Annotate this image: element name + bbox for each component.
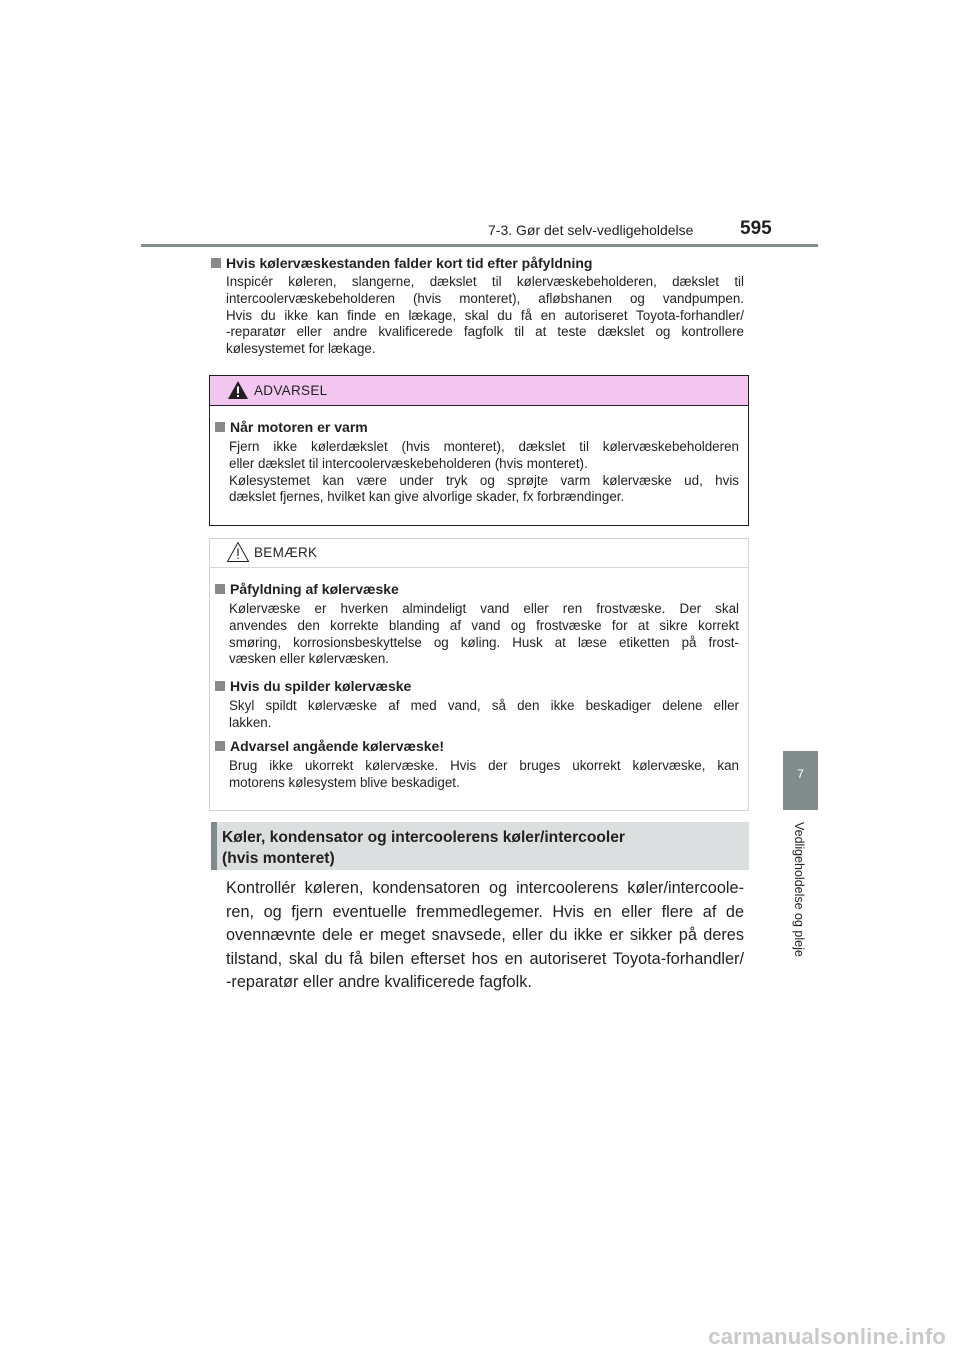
header-rule	[141, 244, 818, 247]
note-item-title: Advarsel angående kølervæske!	[215, 738, 444, 754]
warning-paragraph: Fjern ikke kølerdækslet (hvis monteret), dækslet til kølervæskebeholderen eller dækslet til intercoolervæskebeholderen (hvis monteret). Kølesystemet kan være under tryk og sprøjte varm kølervæske ud, hvis dækslet fjernes, hvilket kan give alvorlige skader, fx forbrændinger.	[229, 439, 739, 505]
note-item-paragraph: Skyl spildt kølervæske af med vand, så den ikke beskadiger delene eller lakken.	[229, 698, 739, 730]
chapter-label: Vedligeholdelse og pleje	[792, 822, 806, 957]
warning-title: Når motoren er varm	[215, 419, 368, 435]
warning-label: ADVARSEL	[254, 383, 328, 398]
warning-header	[210, 376, 748, 406]
note-label: BEMÆRK	[254, 545, 318, 560]
watermark-text: carmanualsonline.info	[708, 1324, 946, 1349]
note-item-paragraph: Brug ikke ukorrekt kølervæske. Hvis der bruges ukorrekt kølervæske, kan motorens kølesystem blive beskadiget.	[229, 758, 739, 790]
note-item-title: Påfyldning af kølervæske	[215, 581, 399, 597]
chapter-tab	[783, 751, 818, 810]
chapter-side-label	[770, 822, 830, 1022]
running-header-section: 7-3. Gør det selv-vedligeholdelse	[488, 222, 694, 238]
square-bullet-icon	[215, 741, 225, 751]
warning-triangle-icon	[227, 380, 249, 400]
section-heading-bar	[211, 822, 749, 870]
section-heading: Køler, kondensator og intercoolerens køler/intercooler (hvis monteret)	[222, 829, 625, 867]
section-heading-accent	[211, 822, 217, 870]
section-paragraph: Kontrollér køleren, kondensatoren og intercoolerens køler/intercoole- ren, og fjern eventuelle fremmedlegemer. Hvis en eller flere af de ovennævnte dele er meget snavsede, eller du ikke er sikker på deres tilstand, skal du få bilen efterset hos en autoriseret Toyota-forhandler/ -reparatør eller andre kvalificerede fagfolk.	[226, 879, 744, 992]
note-item-paragraph: Kølervæske er hverken almindeligt vand eller ren frostvæske. Der skal anvendes den korrekte blanding af vand og frostvæske for at sikre korrekt smøring, korrosionsbeskyttelse og køling. Husk at læse etiketten på frost- væsken eller kølervæsken.	[229, 601, 739, 667]
page-number: 595	[740, 218, 772, 239]
chapter-number: 7	[797, 767, 804, 781]
caution-triangle-icon	[226, 541, 250, 563]
note-item-title: Hvis du spilder kølervæske	[215, 678, 411, 694]
warning-box	[209, 375, 749, 526]
note-header	[210, 539, 748, 568]
square-bullet-icon	[215, 422, 225, 432]
square-bullet-icon	[211, 258, 221, 268]
square-bullet-icon	[215, 681, 225, 691]
square-bullet-icon	[215, 584, 225, 594]
intro-paragraph: Inspicér køleren, slangerne, dækslet til kølervæskebeholderen, dækslet til intercoolervæskebeholderen (hvis monteret), afløbshanen og vandpumpen. Hvis du ikke kan finde en lækage, skal du få en autoriseret Toyota-forhandler/ -reparatør eller andre kvalificerede fagfolk til at teste dækslet og kontrollere kølesystemet for lækage.	[226, 274, 744, 357]
intro-title: Hvis kølervæskestanden falder kort tid efter påfyldning	[211, 255, 592, 271]
note-box	[209, 538, 749, 811]
